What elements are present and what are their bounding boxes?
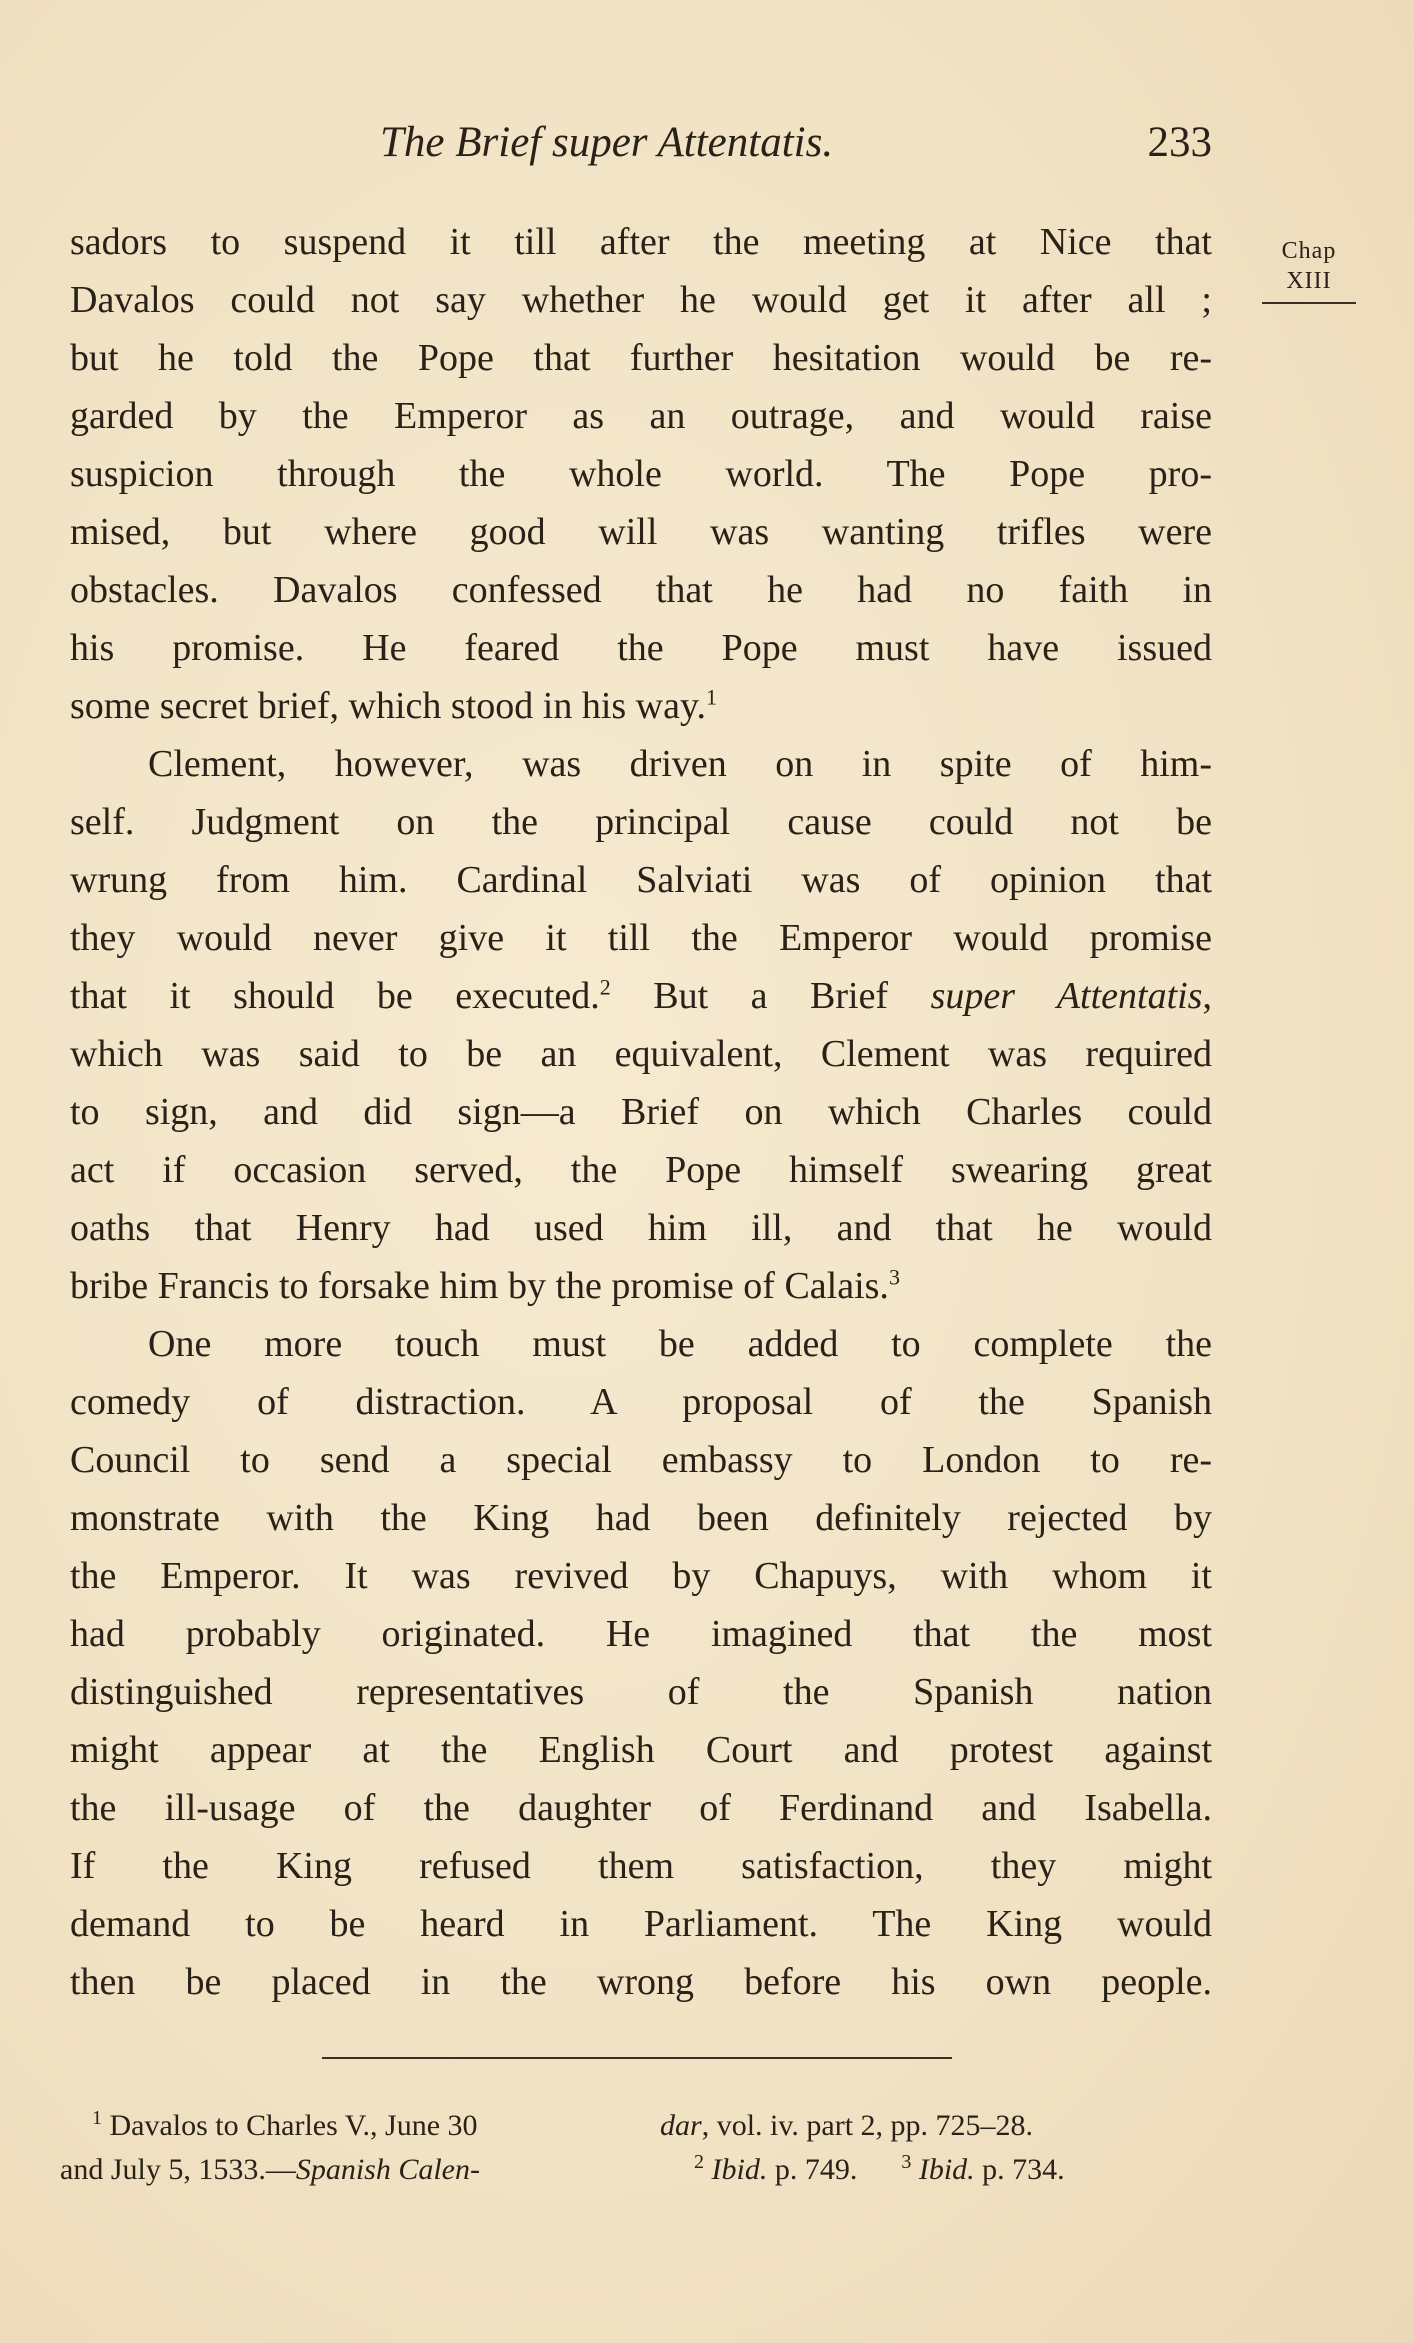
- text-line: Council to send a special embassy to London to re-: [70, 1439, 1212, 1481]
- page-number: 233: [1147, 119, 1212, 166]
- footnote-2-number: 2: [694, 2151, 704, 2173]
- text-fragment: ,: [1202, 975, 1212, 1017]
- text-line: obstacles. Davalos confessed that he had no faith in: [70, 569, 1212, 611]
- footnote-1-line-2: [60, 2148, 620, 2192]
- footnote-ref-2: 2: [599, 974, 611, 1000]
- text-line: then be placed in the wrong before his own people.: [70, 1961, 1212, 2003]
- margin-note-chap: Chap: [1281, 238, 1337, 264]
- text-line: act if occasion served, the Pope himself swearing great: [70, 1149, 1212, 1191]
- text-line: but he told the Pope that further hesitation would be re-: [70, 337, 1212, 379]
- text-line: Davalos could not say whether he would get it after all ;: [70, 279, 1212, 321]
- footnote-ref-1: 1: [706, 684, 717, 710]
- body-text: [70, 213, 1212, 2011]
- text-line: to sign, and did sign—a Brief on which Charles could: [70, 1091, 1212, 1133]
- footnote-column-right: [660, 2104, 1220, 2192]
- text-line: comedy of distraction. A proposal of the Spanish: [70, 1381, 1212, 1423]
- text-line: distinguished representatives of the Spanish nation: [70, 1671, 1212, 1713]
- text-line: self. Judgment on the principal cause could not be: [70, 801, 1212, 843]
- text-line: which was said to be an equivalent, Clement was required: [70, 1033, 1212, 1075]
- footnote-column-left: [60, 2104, 620, 2192]
- text-line: [70, 677, 1212, 735]
- chapter-margin-note: [1262, 236, 1356, 304]
- text-line: demand to be heard in Parliament. The King would: [70, 1903, 1212, 1945]
- text-line: monstrate with the King had been definitely rejected by: [70, 1497, 1212, 1539]
- brief-title-italic: super Attentatis: [930, 975, 1203, 1017]
- text-line: mised, but where good will was wanting trifles were: [70, 511, 1212, 553]
- text-line: sadors to suspend it till after the meeting at Nice that: [70, 221, 1212, 263]
- footnote-text-italic: Ibid.: [711, 2153, 768, 2186]
- footnote-1-number: 1: [92, 2107, 102, 2129]
- text-fragment: that it should be executed.: [70, 975, 600, 1017]
- running-head: [70, 118, 1212, 178]
- text-line: might appear at the English Court and protest against: [70, 1729, 1212, 1771]
- text-fragment: But a Brief: [610, 975, 931, 1017]
- text-line: wrung from him. Cardinal Salviati was of opinion that: [70, 859, 1212, 901]
- text-line: [70, 1257, 1212, 1315]
- text-fragment: some secret brief, which stood in his way.: [70, 685, 706, 727]
- footnote-1-line-1: [60, 2104, 620, 2148]
- text-line: If the King refused them satisfaction, they might: [70, 1845, 1212, 1887]
- text-line: oaths that Henry had used him ill, and that he would: [70, 1207, 1212, 1249]
- running-title: The Brief super Attentatis.: [380, 119, 834, 166]
- text-line: the Emperor. It was revived by Chapuys, with whom it: [70, 1555, 1212, 1597]
- footnote-text: Davalos to Charles V., June 30: [109, 2109, 478, 2142]
- text-line: they would never give it till the Emperor would promise: [70, 917, 1212, 959]
- footnote-text-italic: Ibid.: [918, 2153, 975, 2186]
- footnote-3-number: 3: [901, 2151, 912, 2173]
- footnote-1-line-3: [660, 2104, 1220, 2148]
- footnote-2-3-line: [660, 2148, 1220, 2192]
- text-line: garded by the Emperor as an outrage, and would raise: [70, 395, 1212, 437]
- footnote-rule: [322, 2057, 952, 2059]
- margin-note-chapter-number: XIII: [1286, 268, 1332, 294]
- footnote-text: , vol. iv. part 2, pp. 725–28.: [701, 2109, 1034, 2142]
- text-fragment: bribe Francis to forsake him by the promise of Calais.: [70, 1265, 889, 1307]
- text-line: had probably originated. He imagined that the most: [70, 1613, 1212, 1655]
- text-line: the ill-usage of the daughter of Ferdinand and Isabella.: [70, 1787, 1212, 1829]
- footnote-text: and July 5, 1533.—: [60, 2153, 296, 2186]
- footnote-ref-3: 3: [888, 1264, 900, 1290]
- text-line: his promise. He feared the Pope must have issued: [70, 627, 1212, 669]
- text-line: suspicion through the whole world. The Pope pro-: [70, 453, 1212, 495]
- footnote-text: p. 734.: [974, 2153, 1065, 2186]
- footnote-text-italic: Spanish Calen-: [295, 2153, 480, 2186]
- margin-note-rule: [1262, 302, 1356, 304]
- text-line: One more touch must be added to complete the: [148, 1323, 1212, 1365]
- footnote-text: p. 749.: [767, 2153, 858, 2186]
- text-line: Clement, however, was driven on in spite of him-: [148, 743, 1212, 785]
- text-line: [70, 967, 1212, 1025]
- footnote-text-italic: dar: [660, 2109, 702, 2142]
